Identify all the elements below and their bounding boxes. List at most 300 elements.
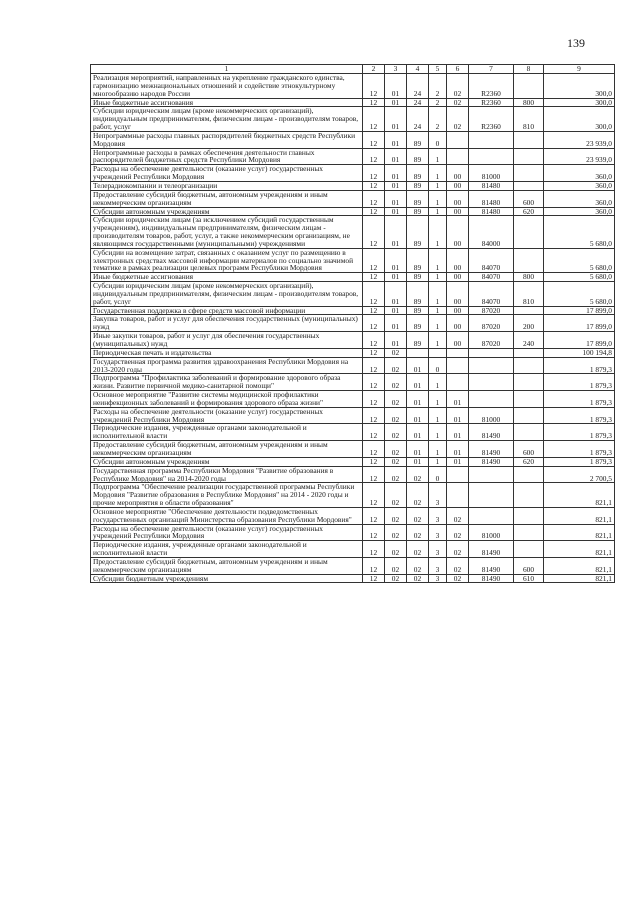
program-code-cell bbox=[407, 348, 429, 357]
program-code-cell: 02 bbox=[407, 466, 429, 483]
row-name-cell: Иные бюджетные ассигнования bbox=[91, 98, 363, 107]
amount-cell: 821,1 bbox=[544, 557, 615, 574]
section-code-cell: 12 bbox=[363, 407, 385, 424]
expense-type-cell bbox=[514, 181, 544, 190]
section-code-cell: 12 bbox=[363, 74, 385, 99]
column-header: 8 bbox=[514, 65, 544, 74]
expense-type-cell bbox=[514, 74, 544, 99]
program-code-cell: 89 bbox=[407, 306, 429, 315]
subsection-code-cell: 01 bbox=[385, 74, 407, 99]
section-code-cell: 12 bbox=[363, 282, 385, 307]
program-code-cell: 89 bbox=[407, 190, 429, 207]
direction-code-cell: 81490 bbox=[469, 574, 514, 583]
activity-code-cell: 00 bbox=[447, 282, 469, 307]
section-code-cell: 12 bbox=[363, 348, 385, 357]
subsection-code-cell: 01 bbox=[385, 282, 407, 307]
subprogram-code-cell: 1 bbox=[429, 282, 447, 307]
amount-cell: 821,1 bbox=[544, 541, 615, 558]
section-code-cell: 12 bbox=[363, 574, 385, 583]
row-name-cell: Периодические издания, учрежденные органами законодательной и исполнительной власти bbox=[91, 541, 363, 558]
direction-code-cell bbox=[469, 391, 514, 408]
direction-code-cell bbox=[469, 466, 514, 483]
subprogram-code-cell bbox=[429, 348, 447, 357]
section-code-cell: 12 bbox=[363, 216, 385, 248]
expense-type-cell: 600 bbox=[514, 441, 544, 458]
subsection-code-cell: 01 bbox=[385, 207, 407, 216]
subprogram-code-cell: 1 bbox=[429, 190, 447, 207]
activity-code-cell: 02 bbox=[447, 98, 469, 107]
activity-code-cell: 00 bbox=[447, 332, 469, 349]
activity-code-cell: 02 bbox=[447, 557, 469, 574]
column-header: 1 bbox=[91, 65, 363, 74]
subprogram-code-cell: 1 bbox=[429, 315, 447, 332]
activity-code-cell: 02 bbox=[447, 524, 469, 541]
table-body bbox=[91, 74, 615, 583]
subsection-code-cell: 02 bbox=[385, 374, 407, 391]
amount-cell: 1 879,3 bbox=[544, 407, 615, 424]
section-code-cell: 12 bbox=[363, 424, 385, 441]
row-name-cell: Субсидии бюджетным учреждениям bbox=[91, 574, 363, 583]
subsection-code-cell: 01 bbox=[385, 190, 407, 207]
expense-type-cell: 800 bbox=[514, 98, 544, 107]
row-name-cell: Подпрограмма "Обеспечение реализации государственной программы Республики Мордовия "Развитие образования в Республике Мордовия" на 2014 - 2020 годы и прочие мероприятия в области образования" bbox=[91, 483, 363, 508]
expense-type-cell bbox=[514, 131, 544, 148]
section-code-cell: 12 bbox=[363, 98, 385, 107]
amount-cell: 17 899,0 bbox=[544, 332, 615, 349]
subsection-code-cell: 02 bbox=[385, 441, 407, 458]
amount-cell: 360,0 bbox=[544, 190, 615, 207]
subsection-code-cell: 01 bbox=[385, 148, 407, 165]
activity-code-cell bbox=[447, 466, 469, 483]
section-code-cell: 12 bbox=[363, 181, 385, 190]
expense-type-cell: 810 bbox=[514, 107, 544, 132]
direction-code-cell: 81490 bbox=[469, 457, 514, 466]
subsection-code-cell: 02 bbox=[385, 541, 407, 558]
activity-code-cell: 01 bbox=[447, 457, 469, 466]
activity-code-cell: 01 bbox=[447, 391, 469, 408]
row-name-cell: Государственная поддержка в сфере средств массовой информации bbox=[91, 306, 363, 315]
section-code-cell: 12 bbox=[363, 357, 385, 374]
subprogram-code-cell: 1 bbox=[429, 306, 447, 315]
row-name-cell: Периодическая печать и издательства bbox=[91, 348, 363, 357]
subprogram-code-cell: 1 bbox=[429, 207, 447, 216]
row-name-cell: Расходы на обеспечение деятельности (оказание услуг) государственных учреждений Республики Мордовия bbox=[91, 407, 363, 424]
table-row bbox=[91, 457, 615, 466]
row-name-cell: Периодические издания, учрежденные органами законодательной и исполнительной власти bbox=[91, 424, 363, 441]
subprogram-code-cell: 2 bbox=[429, 107, 447, 132]
subprogram-code-cell: 3 bbox=[429, 557, 447, 574]
expense-type-cell bbox=[514, 424, 544, 441]
table-row bbox=[91, 190, 615, 207]
subsection-code-cell: 01 bbox=[385, 216, 407, 248]
activity-code-cell: 00 bbox=[447, 315, 469, 332]
subsection-code-cell: 02 bbox=[385, 507, 407, 524]
row-name-cell: Предоставление субсидий бюджетным, автономным учреждениям и иным некоммерческим организациям bbox=[91, 557, 363, 574]
program-code-cell: 01 bbox=[407, 457, 429, 466]
expense-type-cell bbox=[514, 524, 544, 541]
amount-cell: 1 879,3 bbox=[544, 357, 615, 374]
expense-type-cell bbox=[514, 391, 544, 408]
subprogram-code-cell: 2 bbox=[429, 74, 447, 99]
page-number: 139 bbox=[567, 36, 585, 50]
table-row bbox=[91, 181, 615, 190]
amount-cell: 360,0 bbox=[544, 207, 615, 216]
amount-cell: 821,1 bbox=[544, 483, 615, 508]
table-row bbox=[91, 348, 615, 357]
amount-cell: 1 879,3 bbox=[544, 374, 615, 391]
row-name-cell: Субсидии автономным учреждениям bbox=[91, 207, 363, 216]
program-code-cell: 01 bbox=[407, 424, 429, 441]
subsection-code-cell: 02 bbox=[385, 391, 407, 408]
table-row bbox=[91, 332, 615, 349]
table-row bbox=[91, 98, 615, 107]
activity-code-cell: 01 bbox=[447, 424, 469, 441]
direction-code-cell: 84070 bbox=[469, 282, 514, 307]
direction-code-cell bbox=[469, 483, 514, 508]
direction-code-cell: R2360 bbox=[469, 107, 514, 132]
budget-table bbox=[90, 64, 615, 583]
subsection-code-cell: 01 bbox=[385, 107, 407, 132]
section-code-cell: 12 bbox=[363, 524, 385, 541]
program-code-cell: 02 bbox=[407, 483, 429, 508]
table-row bbox=[91, 216, 615, 248]
expense-type-cell bbox=[514, 507, 544, 524]
direction-code-cell: 84070 bbox=[469, 273, 514, 282]
table-row bbox=[91, 131, 615, 148]
subsection-code-cell: 01 bbox=[385, 131, 407, 148]
row-name-cell: Расходы на обеспечение деятельности (оказание услуг) государственных учреждений Республики Мордовия bbox=[91, 165, 363, 182]
table-row bbox=[91, 374, 615, 391]
direction-code-cell bbox=[469, 374, 514, 391]
program-code-cell: 01 bbox=[407, 407, 429, 424]
section-code-cell: 12 bbox=[363, 466, 385, 483]
section-code-cell: 12 bbox=[363, 148, 385, 165]
amount-cell: 300,0 bbox=[544, 107, 615, 132]
section-code-cell: 12 bbox=[363, 315, 385, 332]
direction-code-cell: 87020 bbox=[469, 306, 514, 315]
subsection-code-cell: 02 bbox=[385, 466, 407, 483]
expense-type-cell bbox=[514, 407, 544, 424]
table-row bbox=[91, 483, 615, 508]
section-code-cell: 12 bbox=[363, 107, 385, 132]
section-code-cell: 12 bbox=[363, 131, 385, 148]
direction-code-cell: 84000 bbox=[469, 216, 514, 248]
activity-code-cell bbox=[447, 374, 469, 391]
row-name-cell: Расходы на обеспечение деятельности (оказание услуг) государственных учреждений Республики Мордовия bbox=[91, 524, 363, 541]
subsection-code-cell: 02 bbox=[385, 524, 407, 541]
expense-type-cell: 600 bbox=[514, 557, 544, 574]
section-code-cell: 12 bbox=[363, 306, 385, 315]
row-name-cell: Субсидии юридическим лицам (за исключением субсидий государственным учреждениям), индивидуальным предпринимателям, физическим лицам - производителям товаров, работ, услуг, а также некоммерческим организациям, не являющимся государственными (муниципальными) учреждениями bbox=[91, 216, 363, 248]
subsection-code-cell: 02 bbox=[385, 574, 407, 583]
subsection-code-cell: 01 bbox=[385, 165, 407, 182]
row-name-cell: Закупка товаров, работ и услуг для обеспечения государственных (муниципальных) нужд bbox=[91, 315, 363, 332]
table-header-row bbox=[91, 65, 615, 74]
section-code-cell: 12 bbox=[363, 165, 385, 182]
program-code-cell: 89 bbox=[407, 282, 429, 307]
row-name-cell: Субсидии на возмещение затрат, связанных с оказанием услуг по размещению в электронных средствах массовой информации материалов по социально значимой тематике в рамках реализации целевых программ Республики Мордовия bbox=[91, 248, 363, 273]
table-row bbox=[91, 524, 615, 541]
activity-code-cell: 02 bbox=[447, 574, 469, 583]
expense-type-cell: 240 bbox=[514, 332, 544, 349]
table-row bbox=[91, 441, 615, 458]
table-row bbox=[91, 507, 615, 524]
activity-code-cell: 02 bbox=[447, 507, 469, 524]
program-code-cell: 89 bbox=[407, 131, 429, 148]
amount-cell: 1 879,3 bbox=[544, 391, 615, 408]
activity-code-cell: 00 bbox=[447, 190, 469, 207]
program-code-cell: 01 bbox=[407, 374, 429, 391]
section-code-cell: 12 bbox=[363, 273, 385, 282]
direction-code-cell bbox=[469, 148, 514, 165]
expense-type-cell bbox=[514, 306, 544, 315]
activity-code-cell bbox=[447, 131, 469, 148]
program-code-cell: 89 bbox=[407, 148, 429, 165]
subprogram-code-cell: 3 bbox=[429, 524, 447, 541]
table-row bbox=[91, 74, 615, 99]
column-header: 4 bbox=[407, 65, 429, 74]
program-code-cell: 89 bbox=[407, 273, 429, 282]
section-code-cell: 12 bbox=[363, 441, 385, 458]
row-name-cell: Государственная программа Республики Мордовия "Развитие образования в Республике Мордовия" на 2014-2020 годы bbox=[91, 466, 363, 483]
subprogram-code-cell: 2 bbox=[429, 98, 447, 107]
subsection-code-cell: 01 bbox=[385, 306, 407, 315]
amount-cell: 821,1 bbox=[544, 507, 615, 524]
program-code-cell: 01 bbox=[407, 357, 429, 374]
amount-cell: 5 680,0 bbox=[544, 282, 615, 307]
program-code-cell: 24 bbox=[407, 98, 429, 107]
activity-code-cell bbox=[447, 148, 469, 165]
direction-code-cell: 81490 bbox=[469, 424, 514, 441]
row-name-cell: Иные бюджетные ассигнования bbox=[91, 273, 363, 282]
row-name-cell: Субсидии автономным учреждениям bbox=[91, 457, 363, 466]
program-code-cell: 89 bbox=[407, 207, 429, 216]
amount-cell: 23 939,0 bbox=[544, 148, 615, 165]
table-row bbox=[91, 107, 615, 132]
direction-code-cell: 87020 bbox=[469, 332, 514, 349]
row-name-cell: Телерадиокомпании и телеорганизации bbox=[91, 181, 363, 190]
subprogram-code-cell: 1 bbox=[429, 216, 447, 248]
amount-cell: 5 680,0 bbox=[544, 216, 615, 248]
program-code-cell: 01 bbox=[407, 441, 429, 458]
program-code-cell: 02 bbox=[407, 557, 429, 574]
subprogram-code-cell: 3 bbox=[429, 574, 447, 583]
expense-type-cell: 620 bbox=[514, 207, 544, 216]
activity-code-cell: 01 bbox=[447, 407, 469, 424]
table-row bbox=[91, 248, 615, 273]
program-code-cell: 89 bbox=[407, 248, 429, 273]
expense-type-cell: 200 bbox=[514, 315, 544, 332]
direction-code-cell: 81480 bbox=[469, 207, 514, 216]
activity-code-cell: 00 bbox=[447, 306, 469, 315]
column-header: 3 bbox=[385, 65, 407, 74]
subprogram-code-cell: 1 bbox=[429, 332, 447, 349]
subprogram-code-cell: 1 bbox=[429, 407, 447, 424]
expense-type-cell: 620 bbox=[514, 457, 544, 466]
program-code-cell: 24 bbox=[407, 107, 429, 132]
subprogram-code-cell: 1 bbox=[429, 248, 447, 273]
expense-type-cell bbox=[514, 483, 544, 508]
table-row bbox=[91, 273, 615, 282]
amount-cell: 1 879,3 bbox=[544, 424, 615, 441]
program-code-cell: 02 bbox=[407, 574, 429, 583]
table-row bbox=[91, 148, 615, 165]
table-row bbox=[91, 207, 615, 216]
program-code-cell: 02 bbox=[407, 541, 429, 558]
subprogram-code-cell: 3 bbox=[429, 483, 447, 508]
amount-cell: 23 939,0 bbox=[544, 131, 615, 148]
direction-code-cell bbox=[469, 131, 514, 148]
program-code-cell: 02 bbox=[407, 507, 429, 524]
activity-code-cell bbox=[447, 483, 469, 508]
expense-type-cell bbox=[514, 374, 544, 391]
section-code-cell: 12 bbox=[363, 374, 385, 391]
direction-code-cell: R2360 bbox=[469, 74, 514, 99]
activity-code-cell: 00 bbox=[447, 273, 469, 282]
row-name-cell: Основное мероприятие "Обеспечение деятельности подведомственных государственных организаций Министерства образования Республики Мордовия" bbox=[91, 507, 363, 524]
subsection-code-cell: 01 bbox=[385, 181, 407, 190]
activity-code-cell: 00 bbox=[447, 165, 469, 182]
program-code-cell: 02 bbox=[407, 524, 429, 541]
activity-code-cell bbox=[447, 348, 469, 357]
expense-type-cell bbox=[514, 541, 544, 558]
subprogram-code-cell: 3 bbox=[429, 507, 447, 524]
program-code-cell: 89 bbox=[407, 165, 429, 182]
expense-type-cell bbox=[514, 357, 544, 374]
program-code-cell: 01 bbox=[407, 391, 429, 408]
table-row bbox=[91, 357, 615, 374]
section-code-cell: 12 bbox=[363, 207, 385, 216]
row-name-cell: Основное мероприятие "Развитие системы медицинской профилактики неинфекционных заболеваний и формирования здорового образа жизни" bbox=[91, 391, 363, 408]
section-code-cell: 12 bbox=[363, 483, 385, 508]
activity-code-cell: 00 bbox=[447, 248, 469, 273]
subsection-code-cell: 01 bbox=[385, 332, 407, 349]
program-code-cell: 89 bbox=[407, 332, 429, 349]
amount-cell: 100 194,8 bbox=[544, 348, 615, 357]
column-header: 2 bbox=[363, 65, 385, 74]
amount-cell: 821,1 bbox=[544, 524, 615, 541]
subprogram-code-cell: 0 bbox=[429, 131, 447, 148]
table-row bbox=[91, 466, 615, 483]
direction-code-cell: 84070 bbox=[469, 248, 514, 273]
amount-cell: 821,1 bbox=[544, 574, 615, 583]
direction-code-cell: 81000 bbox=[469, 524, 514, 541]
table-row bbox=[91, 541, 615, 558]
row-name-cell: Субсидии юридическим лицам (кроме некоммерческих организаций), индивидуальным предпринимателям, физическим лицам - производителям товаров, работ, услуг bbox=[91, 107, 363, 132]
activity-code-cell: 00 bbox=[447, 181, 469, 190]
row-name-cell: Государственная программа развития здравоохранения Республики Мордовия на 2013-2020 годы bbox=[91, 357, 363, 374]
subprogram-code-cell: 1 bbox=[429, 181, 447, 190]
section-code-cell: 12 bbox=[363, 190, 385, 207]
expense-type-cell bbox=[514, 348, 544, 357]
column-header: 6 bbox=[447, 65, 469, 74]
expense-type-cell bbox=[514, 248, 544, 273]
table-row bbox=[91, 574, 615, 583]
subprogram-code-cell: 1 bbox=[429, 457, 447, 466]
activity-code-cell: 01 bbox=[447, 441, 469, 458]
subsection-code-cell: 02 bbox=[385, 483, 407, 508]
row-name-cell: Предоставление субсидий бюджетным, автономным учреждениям и иным некоммерческим организациям bbox=[91, 190, 363, 207]
direction-code-cell bbox=[469, 357, 514, 374]
row-name-cell: Непрограммные расходы главных распорядителей бюджетных средств Республики Мордовия bbox=[91, 131, 363, 148]
direction-code-cell: R2360 bbox=[469, 98, 514, 107]
subprogram-code-cell: 3 bbox=[429, 541, 447, 558]
amount-cell: 300,0 bbox=[544, 98, 615, 107]
subsection-code-cell: 02 bbox=[385, 557, 407, 574]
row-name-cell: Подпрограмма "Профилактика заболеваний и формирование здорового образа жизни. Развитие первичной медико-санитарной помощи" bbox=[91, 374, 363, 391]
direction-code-cell: 81480 bbox=[469, 190, 514, 207]
table-row bbox=[91, 407, 615, 424]
table-row bbox=[91, 424, 615, 441]
expense-type-cell bbox=[514, 216, 544, 248]
section-code-cell: 12 bbox=[363, 557, 385, 574]
subsection-code-cell: 02 bbox=[385, 457, 407, 466]
activity-code-cell: 02 bbox=[447, 74, 469, 99]
amount-cell: 1 879,3 bbox=[544, 441, 615, 458]
direction-code-cell: 81000 bbox=[469, 165, 514, 182]
amount-cell: 17 899,0 bbox=[544, 315, 615, 332]
section-code-cell: 12 bbox=[363, 332, 385, 349]
column-header: 5 bbox=[429, 65, 447, 74]
program-code-cell: 89 bbox=[407, 181, 429, 190]
direction-code-cell: 81490 bbox=[469, 541, 514, 558]
subprogram-code-cell: 1 bbox=[429, 148, 447, 165]
section-code-cell: 12 bbox=[363, 541, 385, 558]
amount-cell: 360,0 bbox=[544, 181, 615, 190]
row-name-cell: Предоставление субсидий бюджетным, автономным учреждениям и иным некоммерческим организациям bbox=[91, 441, 363, 458]
amount-cell: 2 700,5 bbox=[544, 466, 615, 483]
direction-code-cell: 81000 bbox=[469, 407, 514, 424]
subprogram-code-cell: 1 bbox=[429, 441, 447, 458]
subsection-code-cell: 01 bbox=[385, 98, 407, 107]
row-name-cell: Реализация мероприятий, направленных на укрепление гражданского единства, гармонизацию межнациональных отношений и содействие этнокультурному многообразию народов России bbox=[91, 74, 363, 99]
expense-type-cell bbox=[514, 165, 544, 182]
subsection-code-cell: 01 bbox=[385, 315, 407, 332]
column-header: 9 bbox=[544, 65, 615, 74]
direction-code-cell: 81490 bbox=[469, 441, 514, 458]
expense-type-cell: 600 bbox=[514, 190, 544, 207]
expense-type-cell bbox=[514, 148, 544, 165]
column-header: 7 bbox=[469, 65, 514, 74]
subsection-code-cell: 02 bbox=[385, 348, 407, 357]
subsection-code-cell: 01 bbox=[385, 248, 407, 273]
table-row bbox=[91, 315, 615, 332]
direction-code-cell: 81480 bbox=[469, 181, 514, 190]
activity-code-cell: 02 bbox=[447, 107, 469, 132]
row-name-cell: Субсидии юридическим лицам (кроме некоммерческих организаций), индивидуальным предпринимателям, физическим лицам - производителям товаров, работ, услуг bbox=[91, 282, 363, 307]
amount-cell: 5 680,0 bbox=[544, 248, 615, 273]
amount-cell: 360,0 bbox=[544, 165, 615, 182]
activity-code-cell: 00 bbox=[447, 216, 469, 248]
amount-cell: 17 899,0 bbox=[544, 306, 615, 315]
amount-cell: 300,0 bbox=[544, 74, 615, 99]
subprogram-code-cell: 1 bbox=[429, 165, 447, 182]
table-row bbox=[91, 165, 615, 182]
section-code-cell: 12 bbox=[363, 248, 385, 273]
table-row bbox=[91, 391, 615, 408]
subprogram-code-cell: 1 bbox=[429, 273, 447, 282]
subprogram-code-cell: 0 bbox=[429, 357, 447, 374]
section-code-cell: 12 bbox=[363, 507, 385, 524]
direction-code-cell: 87020 bbox=[469, 315, 514, 332]
expense-type-cell: 800 bbox=[514, 273, 544, 282]
subsection-code-cell: 02 bbox=[385, 357, 407, 374]
subsection-code-cell: 02 bbox=[385, 407, 407, 424]
activity-code-cell: 00 bbox=[447, 207, 469, 216]
row-name-cell: Иные закупки товаров, работ и услуг для обеспечения государственных (муниципальных) нужд bbox=[91, 332, 363, 349]
program-code-cell: 89 bbox=[407, 216, 429, 248]
row-name-cell: Непрограммные расходы в рамках обеспечения деятельности главных распорядителей бюджетных средств Республики Мордовия bbox=[91, 148, 363, 165]
